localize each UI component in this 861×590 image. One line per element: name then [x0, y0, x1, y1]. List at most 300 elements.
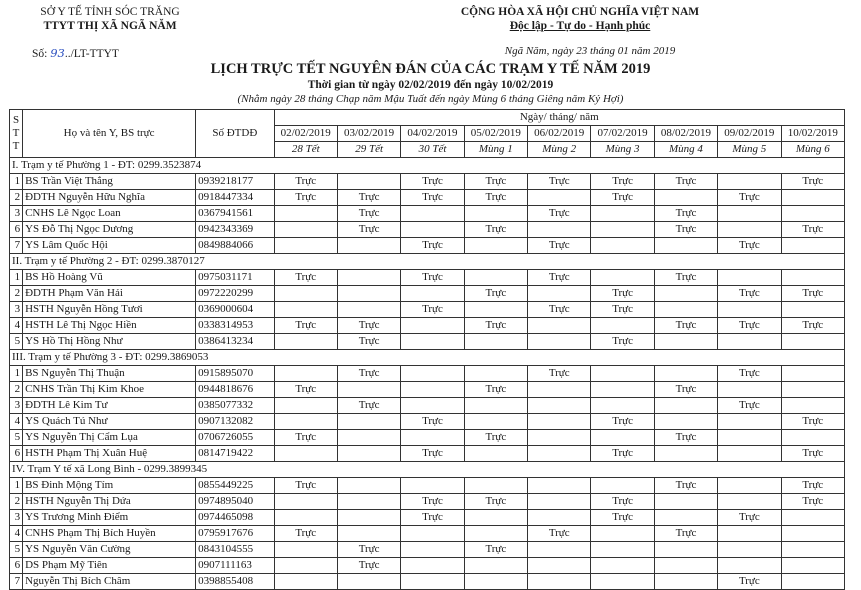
duty-cell-on: Trực [337, 558, 400, 574]
row-number: 6 [10, 222, 23, 238]
staff-row [10, 222, 845, 238]
row-number: 2 [10, 382, 23, 398]
duty-cell-empty [654, 190, 717, 206]
station-section-row [10, 254, 845, 270]
duty-cell-on: Trực [654, 478, 717, 494]
staff-name: ĐDTH Phạm Văn Hải [23, 286, 196, 302]
staff-row [10, 206, 845, 222]
name-header: Họ và tên Y, BS trực [23, 110, 196, 158]
staff-row [10, 302, 845, 318]
staff-name: YS Nguyễn Văn Cường [23, 542, 196, 558]
staff-row [10, 430, 845, 446]
duty-cell-on: Trực [591, 414, 654, 430]
duty-cell-empty [654, 446, 717, 462]
staff-phone: 0386413234 [196, 334, 274, 350]
staff-phone: 0907111163 [196, 558, 274, 574]
duty-cell-empty [781, 206, 844, 222]
row-number: 4 [10, 414, 23, 430]
duty-cell-empty [654, 414, 717, 430]
duty-schedule-table [9, 109, 845, 590]
duty-cell-empty [654, 398, 717, 414]
document-number-handwritten: 93 [50, 46, 65, 60]
duty-cell-empty [781, 238, 844, 254]
date-header-cell: 09/02/2019 [718, 126, 781, 142]
row-number: 7 [10, 574, 23, 590]
staff-phone: 0795917676 [196, 526, 274, 542]
duty-cell-empty [401, 478, 464, 494]
duty-cell-empty [274, 302, 337, 318]
staff-name: HSTH Lê Thị Ngọc Hiền [23, 318, 196, 334]
duty-cell-empty [401, 574, 464, 590]
duty-cell-on: Trực [654, 430, 717, 446]
lunar-note: (Nhằm ngày 28 tháng Chạp năm Mậu Tuất đến ngày Mùng 6 tháng Giêng năm Kỷ Hợi) [237, 93, 624, 105]
duty-cell-on: Trực [528, 302, 591, 318]
duty-cell-on: Trực [718, 190, 781, 206]
staff-phone: 0944818676 [196, 382, 274, 398]
national-motto: Độc lập - Tự do - Hạnh phúc [509, 20, 651, 32]
row-number: 3 [10, 510, 23, 526]
duty-cell-empty [401, 558, 464, 574]
duty-cell-empty [337, 430, 400, 446]
duty-cell-on: Trực [781, 414, 844, 430]
duty-cell-empty [274, 414, 337, 430]
duty-cell-empty [337, 270, 400, 286]
row-number: 6 [10, 558, 23, 574]
duty-cell-empty [718, 206, 781, 222]
duty-cell-on: Trực [464, 222, 527, 238]
duty-cell-on: Trực [718, 398, 781, 414]
duty-cell-empty [718, 494, 781, 510]
duty-cell-empty [781, 558, 844, 574]
duty-cell-empty [718, 542, 781, 558]
duty-cell-on: Trực [654, 382, 717, 398]
duty-cell-on: Trực [401, 302, 464, 318]
duty-cell-on: Trực [528, 270, 591, 286]
duty-cell-empty [528, 382, 591, 398]
duty-cell-empty [528, 318, 591, 334]
duty-cell-empty [464, 478, 527, 494]
duty-cell-empty [654, 558, 717, 574]
duty-cell-on: Trực [528, 526, 591, 542]
duty-cell-empty [401, 318, 464, 334]
duty-cell-empty [528, 190, 591, 206]
duty-cell-on: Trực [274, 478, 337, 494]
staff-row [10, 190, 845, 206]
staff-row [10, 382, 845, 398]
row-number: 3 [10, 398, 23, 414]
duty-cell-empty [274, 238, 337, 254]
duty-cell-empty [528, 334, 591, 350]
station-title: IV. Trạm Y tế xã Long Bình - 0299.3899345 [10, 462, 845, 478]
duty-cell-on: Trực [274, 318, 337, 334]
duty-cell-empty [654, 302, 717, 318]
duty-cell-empty [337, 478, 400, 494]
duty-cell-on: Trực [654, 270, 717, 286]
duty-cell-empty [464, 366, 527, 382]
duty-cell-empty [464, 414, 527, 430]
staff-row [10, 174, 845, 190]
stt-header: S T T [10, 110, 23, 158]
staff-phone: 0855449225 [196, 478, 274, 494]
duty-cell-empty [718, 222, 781, 238]
duty-cell-on: Trực [591, 334, 654, 350]
duty-cell-empty [464, 446, 527, 462]
document-subtitle: Thời gian từ ngày 02/02/2019 đến ngày 10/02/2019 [307, 79, 554, 91]
days-header: Ngày/ tháng/ năm [274, 110, 844, 126]
duty-cell-empty [528, 494, 591, 510]
date-header-cell: 08/02/2019 [654, 126, 717, 142]
duty-cell-empty [528, 478, 591, 494]
lunar-date-header-cell: 30 Tết [401, 142, 464, 158]
duty-cell-on: Trực [591, 494, 654, 510]
row-number: 7 [10, 238, 23, 254]
staff-name: CNHS Lê Ngọc Loan [23, 206, 196, 222]
row-number: 5 [10, 430, 23, 446]
document-number [32, 46, 119, 60]
duty-cell-on: Trực [401, 494, 464, 510]
duty-cell-empty [274, 558, 337, 574]
duty-cell-on: Trực [274, 174, 337, 190]
duty-cell-empty [591, 430, 654, 446]
duty-cell-on: Trực [654, 206, 717, 222]
duty-cell-empty [337, 414, 400, 430]
row-number: 5 [10, 542, 23, 558]
duty-cell-on: Trực [401, 174, 464, 190]
duty-cell-empty [274, 398, 337, 414]
duty-cell-on: Trực [591, 286, 654, 302]
station-title: II. Trạm y tế Phường 2 - ĐT: 0299.3870127 [10, 254, 845, 270]
staff-row [10, 526, 845, 542]
duty-cell-empty [781, 526, 844, 542]
duty-cell-empty [654, 238, 717, 254]
staff-row [10, 478, 845, 494]
duty-cell-empty [781, 430, 844, 446]
lunar-date-header-cell: Mùng 1 [464, 142, 527, 158]
duty-cell-on: Trực [718, 238, 781, 254]
document-title: LỊCH TRỰC TẾT NGUYÊN ĐÁN CỦA CÁC TRẠM Y TẾ NĂM 2019 [210, 61, 651, 77]
duty-cell-empty [718, 430, 781, 446]
staff-phone: 0939218177 [196, 174, 274, 190]
duty-cell-on: Trực [718, 318, 781, 334]
duty-cell-empty [337, 526, 400, 542]
lunar-date-header-cell: Mùng 5 [718, 142, 781, 158]
duty-cell-empty [528, 542, 591, 558]
duty-cell-empty [781, 398, 844, 414]
staff-row [10, 318, 845, 334]
duty-cell-on: Trực [654, 318, 717, 334]
duty-cell-empty [464, 206, 527, 222]
date-header-cell: 02/02/2019 [274, 126, 337, 142]
duty-cell-empty [401, 222, 464, 238]
duty-cell-empty [591, 558, 654, 574]
staff-row [10, 286, 845, 302]
phone-header: Số ĐTDĐ [196, 110, 274, 158]
duty-cell-empty [528, 286, 591, 302]
duty-cell-empty [274, 510, 337, 526]
duty-cell-empty [337, 510, 400, 526]
duty-cell-on: Trực [337, 318, 400, 334]
staff-phone: 0975031171 [196, 270, 274, 286]
staff-name: ĐDTH Nguyễn Hữu Nghĩa [23, 190, 196, 206]
duty-cell-on: Trực [274, 430, 337, 446]
row-number: 6 [10, 446, 23, 462]
duty-cell-on: Trực [401, 270, 464, 286]
station-section-row [10, 350, 845, 366]
nation-name: CỘNG HÒA XÃ HỘI CHỦ NGHĨA VIỆT NAM [460, 6, 700, 18]
duty-cell-empty [337, 238, 400, 254]
duty-cell-on: Trực [274, 270, 337, 286]
staff-phone: 0369000604 [196, 302, 274, 318]
duty-cell-empty [337, 382, 400, 398]
duty-cell-on: Trực [464, 174, 527, 190]
duty-cell-on: Trực [464, 318, 527, 334]
duty-cell-empty [591, 366, 654, 382]
duty-cell-empty [781, 270, 844, 286]
place-date: Ngã Năm, ngày 23 tháng 01 năm 2019 [504, 45, 676, 57]
duty-cell-empty [274, 366, 337, 382]
duty-cell-on: Trực [528, 238, 591, 254]
duty-cell-empty [401, 382, 464, 398]
staff-name: YS Trương Minh Điểm [23, 510, 196, 526]
duty-cell-empty [718, 414, 781, 430]
staff-name: BS Trần Việt Thắng [23, 174, 196, 190]
duty-cell-empty [464, 334, 527, 350]
duty-cell-on: Trực [591, 174, 654, 190]
date-header-cell: 10/02/2019 [781, 126, 844, 142]
duty-cell-empty [401, 366, 464, 382]
staff-phone: 0338314953 [196, 318, 274, 334]
duty-cell-on: Trực [591, 190, 654, 206]
staff-name: BS Hồ Hoàng Vũ [23, 270, 196, 286]
duty-cell-empty [464, 558, 527, 574]
duty-cell-empty [591, 222, 654, 238]
duty-cell-empty [654, 366, 717, 382]
duty-cell-empty [718, 334, 781, 350]
duty-cell-empty [274, 206, 337, 222]
row-number: 1 [10, 174, 23, 190]
duty-cell-on: Trực [274, 382, 337, 398]
duty-cell-empty [781, 190, 844, 206]
duty-cell-empty [654, 494, 717, 510]
duty-cell-empty [781, 574, 844, 590]
row-number: 4 [10, 318, 23, 334]
duty-cell-empty [274, 494, 337, 510]
duty-cell-empty [464, 270, 527, 286]
duty-cell-on: Trực [781, 174, 844, 190]
date-header-cell: 03/02/2019 [337, 126, 400, 142]
duty-cell-empty [718, 526, 781, 542]
duty-cell-empty [464, 398, 527, 414]
duty-cell-empty [654, 510, 717, 526]
lunar-date-header-cell: Mùng 4 [654, 142, 717, 158]
row-number: 3 [10, 302, 23, 318]
duty-cell-on: Trực [591, 446, 654, 462]
staff-phone: 0915895070 [196, 366, 274, 382]
duty-cell-empty [464, 526, 527, 542]
duty-cell-on: Trực [337, 366, 400, 382]
staff-name: DS Phạm Mỹ Tiên [23, 558, 196, 574]
duty-cell-on: Trực [401, 446, 464, 462]
duty-cell-empty [337, 174, 400, 190]
duty-cell-on: Trực [337, 542, 400, 558]
staff-row [10, 542, 845, 558]
issuer-block [20, 5, 200, 33]
staff-row [10, 366, 845, 382]
staff-phone: 0398855408 [196, 574, 274, 590]
duty-cell-empty [591, 382, 654, 398]
duty-cell-on: Trực [654, 526, 717, 542]
duty-cell-empty [337, 446, 400, 462]
duty-cell-empty [718, 382, 781, 398]
duty-cell-on: Trực [337, 206, 400, 222]
duty-cell-empty [781, 382, 844, 398]
issuer-center: TTYT THỊ XÃ NGÃ NĂM [43, 20, 177, 32]
duty-cell-empty [654, 334, 717, 350]
staff-phone: 0814719422 [196, 446, 274, 462]
staff-name: HSTH Nguyễn Thị Dứa [23, 494, 196, 510]
staff-name: ĐDTH Lê Kim Tư [23, 398, 196, 414]
staff-name: CNHS Phạm Thị Bích Huyền [23, 526, 196, 542]
duty-cell-empty [718, 478, 781, 494]
duty-cell-empty [781, 334, 844, 350]
duty-cell-on: Trực [401, 510, 464, 526]
duty-cell-empty [337, 494, 400, 510]
duty-cell-empty [654, 542, 717, 558]
duty-cell-on: Trực [337, 398, 400, 414]
duty-cell-empty [528, 558, 591, 574]
duty-cell-on: Trực [464, 542, 527, 558]
duty-cell-on: Trực [654, 174, 717, 190]
staff-row [10, 446, 845, 462]
staff-name: BS Đinh Mộng Tím [23, 478, 196, 494]
duty-cell-empty [591, 206, 654, 222]
duty-cell-empty [591, 526, 654, 542]
duty-cell-on: Trực [401, 190, 464, 206]
duty-cell-on: Trực [781, 494, 844, 510]
duty-cell-on: Trực [401, 414, 464, 430]
duty-cell-on: Trực [401, 238, 464, 254]
duty-cell-empty [401, 526, 464, 542]
lunar-date-header-cell: Mùng 2 [528, 142, 591, 158]
duty-cell-on: Trực [591, 302, 654, 318]
duty-cell-empty [274, 286, 337, 302]
duty-cell-on: Trực [464, 190, 527, 206]
row-number: 1 [10, 270, 23, 286]
duty-cell-on: Trực [718, 366, 781, 382]
duty-cell-empty [654, 286, 717, 302]
issuer-department: SỞ Y TẾ TỈNH SÓC TRĂNG [40, 6, 180, 18]
staff-row [10, 494, 845, 510]
duty-cell-empty [528, 222, 591, 238]
duty-cell-on: Trực [528, 206, 591, 222]
staff-name: YS Hồ Thị Hồng Như [23, 334, 196, 350]
staff-name: CNHS Trần Thị Kim Khoe [23, 382, 196, 398]
duty-cell-empty [591, 478, 654, 494]
duty-cell-empty [337, 302, 400, 318]
duty-cell-empty [781, 510, 844, 526]
duty-cell-on: Trực [781, 318, 844, 334]
duty-cell-on: Trực [274, 526, 337, 542]
duty-cell-empty [464, 238, 527, 254]
duty-cell-on: Trực [464, 382, 527, 398]
duty-cell-on: Trực [337, 222, 400, 238]
staff-phone: 0974465098 [196, 510, 274, 526]
staff-phone: 0385077332 [196, 398, 274, 414]
duty-cell-empty [401, 334, 464, 350]
duty-cell-empty [718, 302, 781, 318]
staff-name: HSTH Phạm Thị Xuân Huệ [23, 446, 196, 462]
duty-cell-on: Trực [337, 334, 400, 350]
duty-cell-on: Trực [464, 430, 527, 446]
duty-cell-empty [528, 510, 591, 526]
duty-cell-empty [464, 302, 527, 318]
staff-row [10, 510, 845, 526]
duty-cell-empty [274, 542, 337, 558]
duty-cell-on: Trực [591, 510, 654, 526]
lunar-date-header-cell: 29 Tết [337, 142, 400, 158]
national-heading [410, 5, 750, 33]
staff-name: Nguyễn Thị Bích Châm [23, 574, 196, 590]
duty-cell-empty [781, 366, 844, 382]
row-number: 5 [10, 334, 23, 350]
duty-cell-empty [781, 302, 844, 318]
staff-row [10, 558, 845, 574]
duty-cell-on: Trực [274, 190, 337, 206]
document-number-suffix: ../LT-TTYT [64, 48, 119, 60]
duty-cell-empty [337, 574, 400, 590]
staff-phone: 0907132082 [196, 414, 274, 430]
lunar-date-header-cell: 28 Tết [274, 142, 337, 158]
duty-cell-empty [401, 286, 464, 302]
duty-cell-empty [337, 286, 400, 302]
row-number: 1 [10, 478, 23, 494]
staff-row [10, 414, 845, 430]
staff-phone: 0849884066 [196, 238, 274, 254]
duty-cell-on: Trực [528, 366, 591, 382]
duty-cell-empty [274, 574, 337, 590]
duty-cell-empty [528, 574, 591, 590]
staff-phone: 0843104555 [196, 542, 274, 558]
date-header-cell: 07/02/2019 [591, 126, 654, 142]
duty-cell-empty [274, 446, 337, 462]
staff-phone: 0367941561 [196, 206, 274, 222]
staff-row [10, 238, 845, 254]
lunar-date-header-cell: Mùng 6 [781, 142, 844, 158]
row-number: 4 [10, 526, 23, 542]
staff-row [10, 398, 845, 414]
duty-cell-empty [591, 398, 654, 414]
date-header-cell: 06/02/2019 [528, 126, 591, 142]
duty-cell-on: Trực [464, 286, 527, 302]
duty-cell-empty [718, 558, 781, 574]
station-section-row [10, 462, 845, 478]
duty-cell-empty [528, 414, 591, 430]
duty-cell-on: Trực [464, 494, 527, 510]
station-title: III. Trạm y tế Phường 3 - ĐT: 0299.3869053 [10, 350, 845, 366]
duty-cell-empty [401, 430, 464, 446]
row-number: 3 [10, 206, 23, 222]
duty-cell-on: Trực [337, 190, 400, 206]
duty-cell-empty [401, 542, 464, 558]
duty-cell-empty [591, 542, 654, 558]
duty-cell-empty [528, 398, 591, 414]
staff-phone: 0972220299 [196, 286, 274, 302]
duty-cell-on: Trực [718, 574, 781, 590]
duty-cell-empty [654, 574, 717, 590]
duty-cell-empty [464, 574, 527, 590]
staff-phone: 0942343369 [196, 222, 274, 238]
duty-cell-empty [528, 430, 591, 446]
